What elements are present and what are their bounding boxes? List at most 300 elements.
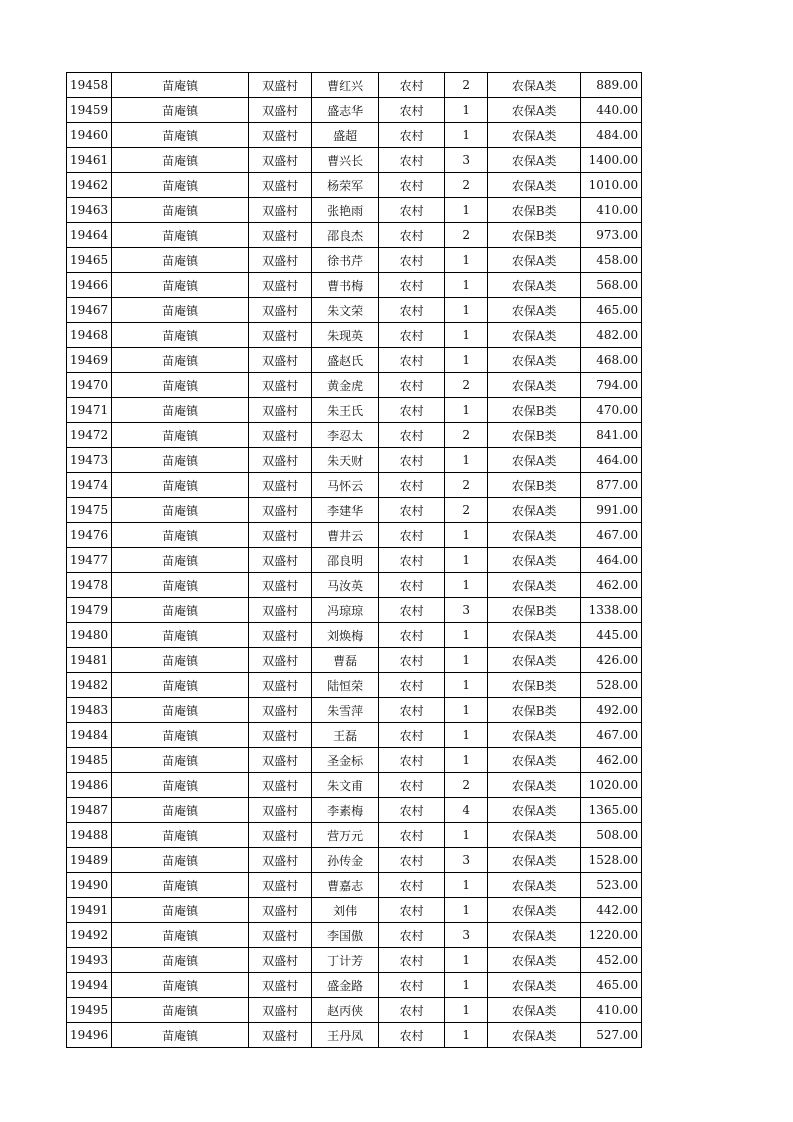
table-row [67, 873, 642, 898]
amount-cell: 1528.00 [581, 848, 642, 873]
category-cell: 农保A类 [488, 123, 581, 148]
village-cell: 双盛村 [249, 98, 312, 123]
household-type-cell: 农村 [379, 623, 445, 648]
record-id-cell: 19458 [67, 73, 112, 98]
town-cell: 苗庵镇 [112, 998, 249, 1023]
amount-cell: 877.00 [581, 473, 642, 498]
person-count-cell: 3 [445, 923, 488, 948]
household-type-cell: 农村 [379, 898, 445, 923]
category-cell: 农保B类 [488, 423, 581, 448]
town-cell: 苗庵镇 [112, 798, 249, 823]
amount-cell: 508.00 [581, 823, 642, 848]
table-row [67, 823, 642, 848]
village-cell: 双盛村 [249, 498, 312, 523]
household-type-cell: 农村 [379, 348, 445, 373]
village-cell: 双盛村 [249, 1023, 312, 1048]
village-cell: 双盛村 [249, 423, 312, 448]
household-type-cell: 农村 [379, 248, 445, 273]
household-type-cell: 农村 [379, 423, 445, 448]
town-cell: 苗庵镇 [112, 273, 249, 298]
town-cell: 苗庵镇 [112, 248, 249, 273]
person-count-cell: 3 [445, 598, 488, 623]
person-count-cell: 1 [445, 573, 488, 598]
village-cell: 双盛村 [249, 348, 312, 373]
name-cell: 徐书芹 [312, 248, 379, 273]
name-cell: 张艳雨 [312, 198, 379, 223]
name-cell: 刘伟 [312, 898, 379, 923]
person-count-cell: 1 [445, 998, 488, 1023]
town-cell: 苗庵镇 [112, 548, 249, 573]
category-cell: 农保A类 [488, 648, 581, 673]
table-row [67, 723, 642, 748]
town-cell: 苗庵镇 [112, 123, 249, 148]
category-cell: 农保B类 [488, 198, 581, 223]
household-type-cell: 农村 [379, 998, 445, 1023]
household-type-cell: 农村 [379, 173, 445, 198]
record-id-cell: 19459 [67, 98, 112, 123]
record-id-cell: 19487 [67, 798, 112, 823]
town-cell: 苗庵镇 [112, 73, 249, 98]
village-cell: 双盛村 [249, 248, 312, 273]
person-count-cell: 1 [445, 973, 488, 998]
village-cell: 双盛村 [249, 173, 312, 198]
table-row [67, 648, 642, 673]
category-cell: 农保A类 [488, 273, 581, 298]
household-type-cell: 农村 [379, 1023, 445, 1048]
name-cell: 李忍太 [312, 423, 379, 448]
village-cell: 双盛村 [249, 273, 312, 298]
record-id-cell: 19470 [67, 373, 112, 398]
household-type-cell: 农村 [379, 673, 445, 698]
household-type-cell: 农村 [379, 523, 445, 548]
table-row [67, 973, 642, 998]
record-id-cell: 19481 [67, 648, 112, 673]
person-count-cell: 2 [445, 223, 488, 248]
record-id-cell: 19478 [67, 573, 112, 598]
category-cell: 农保A类 [488, 923, 581, 948]
town-cell: 苗庵镇 [112, 673, 249, 698]
household-type-cell: 农村 [379, 198, 445, 223]
amount-cell: 527.00 [581, 1023, 642, 1048]
name-cell: 营万元 [312, 823, 379, 848]
table-row [67, 598, 642, 623]
record-id-cell: 19479 [67, 598, 112, 623]
village-cell: 双盛村 [249, 73, 312, 98]
household-type-cell: 农村 [379, 223, 445, 248]
category-cell: 农保A类 [488, 773, 581, 798]
name-cell: 丁计芳 [312, 948, 379, 973]
table-row [67, 773, 642, 798]
record-id-cell: 19485 [67, 748, 112, 773]
table-row [67, 548, 642, 573]
record-id-cell: 19490 [67, 873, 112, 898]
household-type-cell: 农村 [379, 823, 445, 848]
record-id-cell: 19464 [67, 223, 112, 248]
amount-cell: 482.00 [581, 323, 642, 348]
name-cell: 孙传金 [312, 848, 379, 873]
town-cell: 苗庵镇 [112, 698, 249, 723]
household-type-cell: 农村 [379, 923, 445, 948]
household-type-cell: 农村 [379, 748, 445, 773]
record-id-cell: 19469 [67, 348, 112, 373]
record-id-cell: 19467 [67, 298, 112, 323]
record-id-cell: 19486 [67, 773, 112, 798]
town-cell: 苗庵镇 [112, 748, 249, 773]
town-cell: 苗庵镇 [112, 348, 249, 373]
category-cell: 农保A类 [488, 348, 581, 373]
category-cell: 农保A类 [488, 323, 581, 348]
village-cell: 双盛村 [249, 948, 312, 973]
record-id-cell: 19462 [67, 173, 112, 198]
table-row [67, 673, 642, 698]
household-type-cell: 农村 [379, 148, 445, 173]
town-cell: 苗庵镇 [112, 298, 249, 323]
village-cell: 双盛村 [249, 448, 312, 473]
table-row [67, 523, 642, 548]
amount-cell: 465.00 [581, 298, 642, 323]
amount-cell: 464.00 [581, 548, 642, 573]
town-cell: 苗庵镇 [112, 198, 249, 223]
table-row [67, 273, 642, 298]
amount-cell: 1220.00 [581, 923, 642, 948]
household-type-cell: 农村 [379, 948, 445, 973]
person-count-cell: 1 [445, 948, 488, 973]
name-cell: 朱王氏 [312, 398, 379, 423]
category-cell: 农保A类 [488, 623, 581, 648]
household-type-cell: 农村 [379, 598, 445, 623]
amount-cell: 465.00 [581, 973, 642, 998]
town-cell: 苗庵镇 [112, 898, 249, 923]
record-id-cell: 19495 [67, 998, 112, 1023]
name-cell: 黄金虎 [312, 373, 379, 398]
household-type-cell: 农村 [379, 648, 445, 673]
village-cell: 双盛村 [249, 373, 312, 398]
amount-cell: 1400.00 [581, 148, 642, 173]
person-count-cell: 3 [445, 848, 488, 873]
table-row [67, 898, 642, 923]
amount-cell: 1020.00 [581, 773, 642, 798]
household-type-cell: 农村 [379, 398, 445, 423]
category-cell: 农保A类 [488, 448, 581, 473]
name-cell: 陆恒荣 [312, 673, 379, 698]
amount-cell: 410.00 [581, 998, 642, 1023]
record-id-cell: 19471 [67, 398, 112, 423]
village-cell: 双盛村 [249, 823, 312, 848]
record-id-cell: 19489 [67, 848, 112, 873]
household-type-cell: 农村 [379, 98, 445, 123]
person-count-cell: 1 [445, 623, 488, 648]
table-body [67, 73, 642, 1048]
village-cell: 双盛村 [249, 148, 312, 173]
amount-cell: 492.00 [581, 698, 642, 723]
village-cell: 双盛村 [249, 123, 312, 148]
household-type-cell: 农村 [379, 548, 445, 573]
name-cell: 盛志华 [312, 98, 379, 123]
name-cell: 刘焕梅 [312, 623, 379, 648]
amount-cell: 568.00 [581, 273, 642, 298]
category-cell: 农保A类 [488, 523, 581, 548]
village-cell: 双盛村 [249, 748, 312, 773]
town-cell: 苗庵镇 [112, 448, 249, 473]
record-id-cell: 19494 [67, 973, 112, 998]
name-cell: 王磊 [312, 723, 379, 748]
household-type-cell: 农村 [379, 323, 445, 348]
table-row [67, 398, 642, 423]
category-cell: 农保A类 [488, 873, 581, 898]
amount-cell: 841.00 [581, 423, 642, 448]
record-id-cell: 19472 [67, 423, 112, 448]
name-cell: 曹嘉志 [312, 873, 379, 898]
person-count-cell: 1 [445, 723, 488, 748]
village-cell: 双盛村 [249, 898, 312, 923]
name-cell: 王丹凤 [312, 1023, 379, 1048]
household-type-cell: 农村 [379, 873, 445, 898]
person-count-cell: 1 [445, 273, 488, 298]
table-row [67, 473, 642, 498]
table-row [67, 73, 642, 98]
village-cell: 双盛村 [249, 473, 312, 498]
village-cell: 双盛村 [249, 698, 312, 723]
category-cell: 农保A类 [488, 73, 581, 98]
village-cell: 双盛村 [249, 648, 312, 673]
amount-cell: 973.00 [581, 223, 642, 248]
record-id-cell: 19477 [67, 548, 112, 573]
category-cell: 农保A类 [488, 798, 581, 823]
person-count-cell: 2 [445, 373, 488, 398]
amount-cell: 452.00 [581, 948, 642, 973]
person-count-cell: 1 [445, 898, 488, 923]
amount-cell: 470.00 [581, 398, 642, 423]
person-count-cell: 1 [445, 323, 488, 348]
household-type-cell: 农村 [379, 498, 445, 523]
name-cell: 曹井云 [312, 523, 379, 548]
town-cell: 苗庵镇 [112, 948, 249, 973]
name-cell: 赵丙侠 [312, 998, 379, 1023]
person-count-cell: 2 [445, 73, 488, 98]
table-row [67, 123, 642, 148]
record-id-cell: 19482 [67, 673, 112, 698]
name-cell: 圣金标 [312, 748, 379, 773]
category-cell: 农保B类 [488, 223, 581, 248]
person-count-cell: 1 [445, 348, 488, 373]
person-count-cell: 1 [445, 548, 488, 573]
village-cell: 双盛村 [249, 523, 312, 548]
town-cell: 苗庵镇 [112, 873, 249, 898]
amount-cell: 468.00 [581, 348, 642, 373]
person-count-cell: 1 [445, 673, 488, 698]
town-cell: 苗庵镇 [112, 598, 249, 623]
person-count-cell: 3 [445, 148, 488, 173]
town-cell: 苗庵镇 [112, 473, 249, 498]
table-row [67, 748, 642, 773]
name-cell: 杨荣军 [312, 173, 379, 198]
town-cell: 苗庵镇 [112, 98, 249, 123]
table-row [67, 423, 642, 448]
table-row [67, 848, 642, 873]
record-id-cell: 19473 [67, 448, 112, 473]
table-row [67, 98, 642, 123]
town-cell: 苗庵镇 [112, 173, 249, 198]
table-row [67, 173, 642, 198]
town-cell: 苗庵镇 [112, 423, 249, 448]
amount-cell: 442.00 [581, 898, 642, 923]
relief-roster-table [66, 72, 642, 1048]
category-cell: 农保A类 [488, 748, 581, 773]
record-id-cell: 19488 [67, 823, 112, 848]
category-cell: 农保A类 [488, 723, 581, 748]
village-cell: 双盛村 [249, 623, 312, 648]
table-row [67, 498, 642, 523]
household-type-cell: 农村 [379, 473, 445, 498]
record-id-cell: 19474 [67, 473, 112, 498]
record-id-cell: 19496 [67, 1023, 112, 1048]
village-cell: 双盛村 [249, 773, 312, 798]
name-cell: 李国傲 [312, 923, 379, 948]
household-type-cell: 农村 [379, 798, 445, 823]
table-row [67, 948, 642, 973]
household-type-cell: 农村 [379, 973, 445, 998]
village-cell: 双盛村 [249, 798, 312, 823]
town-cell: 苗庵镇 [112, 923, 249, 948]
village-cell: 双盛村 [249, 873, 312, 898]
amount-cell: 462.00 [581, 573, 642, 598]
town-cell: 苗庵镇 [112, 148, 249, 173]
name-cell: 盛金路 [312, 973, 379, 998]
person-count-cell: 1 [445, 648, 488, 673]
record-id-cell: 19493 [67, 948, 112, 973]
person-count-cell: 2 [445, 473, 488, 498]
name-cell: 朱文荣 [312, 298, 379, 323]
record-id-cell: 19468 [67, 323, 112, 348]
amount-cell: 445.00 [581, 623, 642, 648]
category-cell: 农保B类 [488, 598, 581, 623]
table-row [67, 448, 642, 473]
record-id-cell: 19484 [67, 723, 112, 748]
town-cell: 苗庵镇 [112, 648, 249, 673]
category-cell: 农保A类 [488, 548, 581, 573]
town-cell: 苗庵镇 [112, 823, 249, 848]
table-row [67, 573, 642, 598]
person-count-cell: 2 [445, 498, 488, 523]
village-cell: 双盛村 [249, 998, 312, 1023]
household-type-cell: 农村 [379, 448, 445, 473]
category-cell: 农保A类 [488, 948, 581, 973]
town-cell: 苗庵镇 [112, 623, 249, 648]
category-cell: 农保A类 [488, 998, 581, 1023]
amount-cell: 794.00 [581, 373, 642, 398]
record-id-cell: 19480 [67, 623, 112, 648]
name-cell: 朱天财 [312, 448, 379, 473]
amount-cell: 462.00 [581, 748, 642, 773]
town-cell: 苗庵镇 [112, 323, 249, 348]
table-row [67, 373, 642, 398]
name-cell: 马怀云 [312, 473, 379, 498]
household-type-cell: 农村 [379, 848, 445, 873]
town-cell: 苗庵镇 [112, 848, 249, 873]
person-count-cell: 1 [445, 248, 488, 273]
category-cell: 农保A类 [488, 848, 581, 873]
table-row [67, 148, 642, 173]
category-cell: 农保A类 [488, 148, 581, 173]
record-id-cell: 19491 [67, 898, 112, 923]
village-cell: 双盛村 [249, 398, 312, 423]
amount-cell: 464.00 [581, 448, 642, 473]
record-id-cell: 19460 [67, 123, 112, 148]
name-cell: 冯琼琼 [312, 598, 379, 623]
town-cell: 苗庵镇 [112, 223, 249, 248]
household-type-cell: 农村 [379, 773, 445, 798]
table-row [67, 323, 642, 348]
amount-cell: 528.00 [581, 673, 642, 698]
category-cell: 农保A类 [488, 573, 581, 598]
category-cell: 农保A类 [488, 1023, 581, 1048]
record-id-cell: 19483 [67, 698, 112, 723]
household-type-cell: 农村 [379, 723, 445, 748]
village-cell: 双盛村 [249, 848, 312, 873]
person-count-cell: 2 [445, 773, 488, 798]
village-cell: 双盛村 [249, 548, 312, 573]
amount-cell: 440.00 [581, 98, 642, 123]
category-cell: 农保A类 [488, 823, 581, 848]
person-count-cell: 1 [445, 448, 488, 473]
person-count-cell: 1 [445, 873, 488, 898]
table-row [67, 348, 642, 373]
category-cell: 农保B类 [488, 698, 581, 723]
record-id-cell: 19466 [67, 273, 112, 298]
amount-cell: 991.00 [581, 498, 642, 523]
household-type-cell: 农村 [379, 73, 445, 98]
name-cell: 邵良明 [312, 548, 379, 573]
amount-cell: 467.00 [581, 523, 642, 548]
table-row [67, 623, 642, 648]
name-cell: 盛赵氏 [312, 348, 379, 373]
town-cell: 苗庵镇 [112, 498, 249, 523]
name-cell: 朱雪萍 [312, 698, 379, 723]
category-cell: 农保A类 [488, 898, 581, 923]
person-count-cell: 2 [445, 423, 488, 448]
name-cell: 马汝英 [312, 573, 379, 598]
category-cell: 农保A类 [488, 373, 581, 398]
amount-cell: 484.00 [581, 123, 642, 148]
name-cell: 朱文甫 [312, 773, 379, 798]
village-cell: 双盛村 [249, 598, 312, 623]
person-count-cell: 1 [445, 748, 488, 773]
amount-cell: 1365.00 [581, 798, 642, 823]
name-cell: 曹书梅 [312, 273, 379, 298]
record-id-cell: 19463 [67, 198, 112, 223]
household-type-cell: 农村 [379, 123, 445, 148]
village-cell: 双盛村 [249, 973, 312, 998]
town-cell: 苗庵镇 [112, 973, 249, 998]
household-type-cell: 农村 [379, 573, 445, 598]
person-count-cell: 4 [445, 798, 488, 823]
household-type-cell: 农村 [379, 698, 445, 723]
category-cell: 农保A类 [488, 248, 581, 273]
person-count-cell: 1 [445, 298, 488, 323]
person-count-cell: 1 [445, 1023, 488, 1048]
category-cell: 农保A类 [488, 98, 581, 123]
record-id-cell: 19465 [67, 248, 112, 273]
name-cell: 盛超 [312, 123, 379, 148]
category-cell: 农保B类 [488, 673, 581, 698]
town-cell: 苗庵镇 [112, 1023, 249, 1048]
name-cell: 曹兴长 [312, 148, 379, 173]
amount-cell: 523.00 [581, 873, 642, 898]
record-id-cell: 19492 [67, 923, 112, 948]
village-cell: 双盛村 [249, 323, 312, 348]
household-type-cell: 农村 [379, 373, 445, 398]
town-cell: 苗庵镇 [112, 373, 249, 398]
